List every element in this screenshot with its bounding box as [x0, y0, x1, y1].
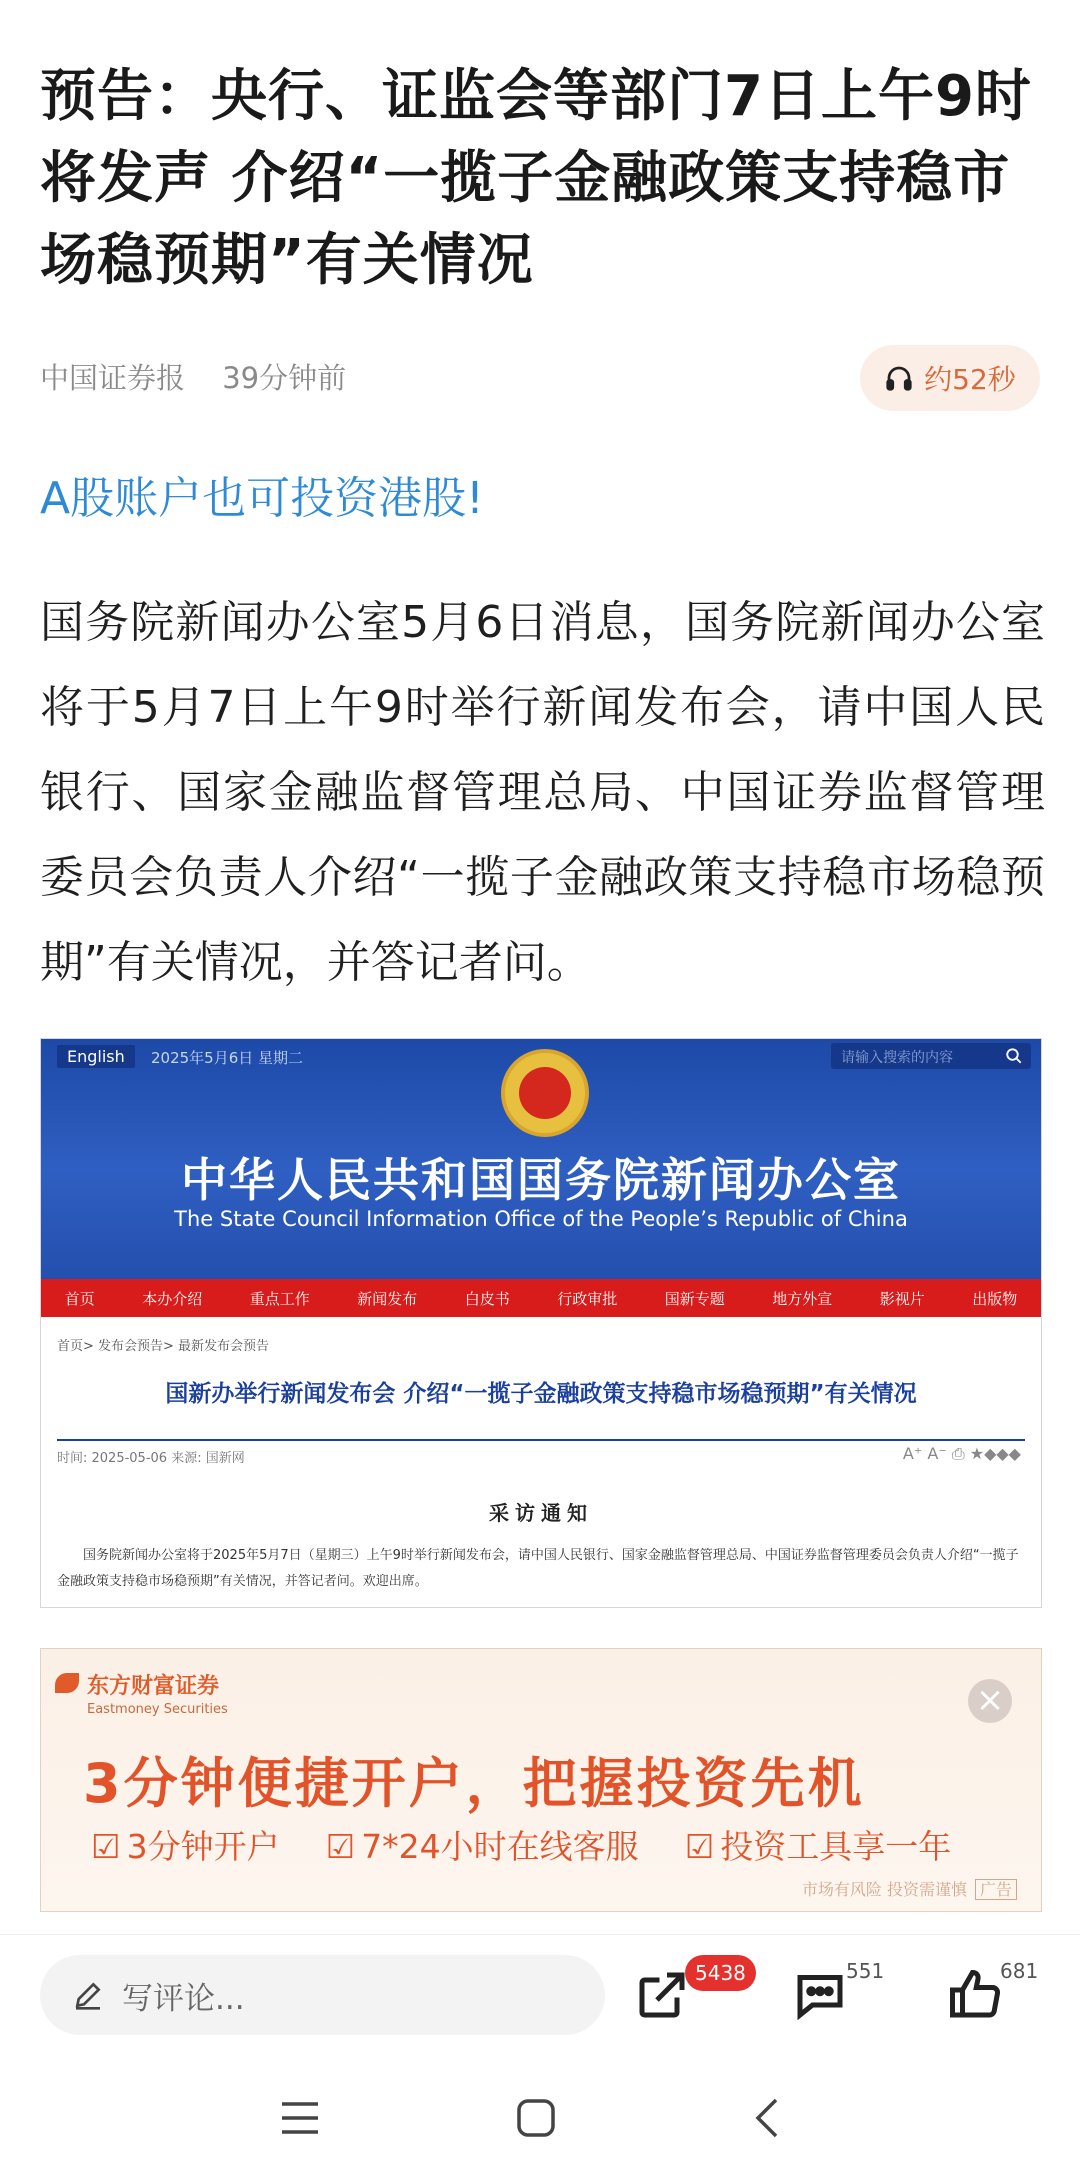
listen-audio-button[interactable] — [860, 345, 1040, 411]
ad-brand — [87, 1669, 228, 1717]
ad-feature: ☑ 3分钟开户 — [91, 1821, 280, 1868]
like-icon[interactable] — [945, 1965, 1005, 2025]
header-date: 2025年5月6日 星期二 — [151, 1049, 304, 1067]
system-nav-bar — [0, 2066, 1080, 2175]
site-nav-item: 重点工作 — [249, 1289, 310, 1308]
ad-brand-cn: 东方财富证券 — [87, 1674, 220, 1699]
notice-title: 采访通知 — [489, 1501, 593, 1525]
article-meta — [40, 356, 374, 397]
ad-features — [91, 1821, 951, 1868]
ad-close-button[interactable]: × — [968, 1679, 1012, 1723]
ad-tag: 广告 — [975, 1879, 1017, 1900]
ad-headline: 3分钟便捷开户，把握投资先机 — [83, 1752, 865, 1815]
ad-feature: ☑ 7*24小时在线客服 — [326, 1821, 639, 1868]
comment-input[interactable] — [40, 1955, 605, 2035]
inner-time-source: 时间: 2025-05-06 来源: 国新网 — [57, 1451, 245, 1466]
pencil-icon — [72, 1979, 104, 2011]
inner-tools: A⁺ A⁻ ⎙ ★◆◆◆ — [902, 1444, 1021, 1463]
divider — [57, 1439, 1025, 1441]
article-source[interactable]: 中国证券报 — [40, 361, 186, 395]
search-icon — [1005, 1047, 1023, 1065]
site-nav-item: 出版物 — [972, 1289, 1018, 1308]
site-nav — [41, 1279, 1041, 1317]
national-emblem-icon — [501, 1049, 589, 1137]
site-nav-item: 影视片 — [879, 1289, 925, 1308]
share-icon[interactable] — [632, 1965, 692, 2025]
notice-body: 国务院新闻办公室将于2025年5月7日（星期三）上午9时举行新闻发布会，请中国人民银行、国家金融监督管理总局、中国证券监督管理委员会负责人介绍“一揽子金融政策支持稳市场稳预期”有关情况，并答记者问。欢迎出席。 — [57, 1548, 1019, 1589]
audio-duration: 约52秒 — [924, 363, 1016, 396]
ad-brand-en: Eastmoney Securities — [87, 1702, 228, 1717]
ad-feature: ☑ 投资工具享一年 — [685, 1821, 952, 1868]
inner-headline: 国新办举行新闻发布会 介绍“一揽子金融政策支持稳市场稳预期”有关情况 — [165, 1381, 917, 1407]
header-search-placeholder: 请输入搜索的内容 — [841, 1050, 953, 1066]
eastmoney-logo-icon — [55, 1673, 79, 1693]
ad-banner[interactable] — [40, 1648, 1042, 1912]
site-nav-item: 国新专题 — [664, 1289, 725, 1308]
site-nav-item: 行政审批 — [557, 1289, 618, 1308]
site-name-en: The State Council Information Office of the People’s Republic of China — [174, 1207, 908, 1231]
recent-apps-icon[interactable] — [278, 2098, 322, 2138]
back-icon[interactable] — [752, 2096, 782, 2140]
article-title: 预告：央行、证监会等部门7日上午9时将发声 介绍“一揽子金融政策支持稳市场稳预期”有关情况 — [40, 64, 1032, 293]
headphones-icon — [884, 363, 914, 393]
promo-link[interactable]: A股账户也可投资港股! — [40, 473, 484, 524]
header-search — [831, 1043, 1031, 1069]
share-count-badge: 5438 — [685, 1955, 756, 1991]
site-name-cn: 中华人民共和国国务院新闻办公室 — [181, 1153, 901, 1207]
article-body: 国务院新闻办公室5月6日消息，国务院新闻办公室将于5月7日上午9时举行新闻发布会，请中国人民银行、国家金融监督管理总局、中国证券监督管理委员会负责人介绍“一揽子金融政策支持稳市场稳预期”有关情况，并答记者问。 — [40, 597, 1045, 988]
article-image[interactable] — [40, 1038, 1042, 1608]
bottom-action-bar — [0, 1934, 1080, 2065]
like-count: 681 — [1000, 1959, 1039, 1983]
site-nav-item: 白皮书 — [464, 1289, 510, 1308]
comment-count: 551 — [846, 1959, 885, 1983]
site-nav-item: 地方外宣 — [772, 1289, 833, 1308]
site-nav-item: 新闻发布 — [357, 1289, 418, 1308]
ad-disclaimer — [802, 1877, 1017, 1900]
site-nav-item: 首页 — [64, 1289, 95, 1308]
comment-placeholder: 写评论... — [122, 1980, 245, 2017]
comment-icon[interactable] — [790, 1965, 850, 2025]
english-button: English — [57, 1045, 135, 1068]
ad-disclaimer-text: 市场有风险 投资需谨慎 — [801, 1880, 967, 1899]
article-time: 39分钟前 — [222, 361, 347, 395]
breadcrumb: 首页> 发布会预告> 最新发布会预告 — [57, 1339, 270, 1354]
scio-header — [41, 1039, 1041, 1279]
site-nav-item: 本办介绍 — [142, 1289, 203, 1308]
home-icon[interactable] — [514, 2096, 558, 2140]
